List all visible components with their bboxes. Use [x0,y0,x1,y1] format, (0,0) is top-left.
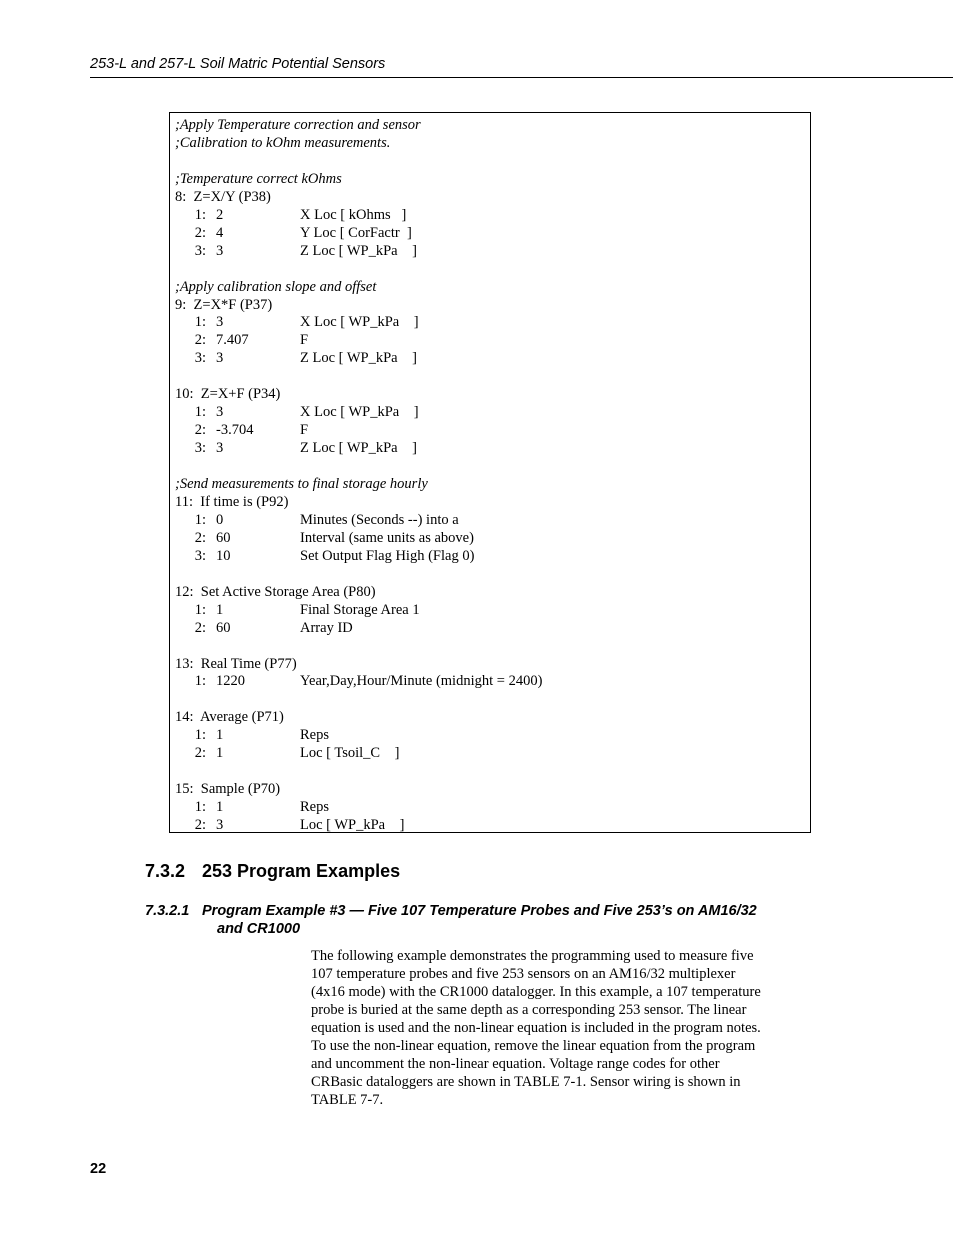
param-value: -3.704 [216,422,254,439]
param-index: 1: [194,404,206,421]
param-index: 2: [194,529,206,546]
code-instruction-line: 14: Average (P71) [175,709,284,726]
param-description: Reps [300,799,329,816]
param-description: Final Storage Area 1 [300,601,420,618]
param-description: Loc [ WP_kPa ] [300,817,405,834]
param-value: 1 [216,727,224,744]
subsection-number: 7.3.2.1 [145,903,190,919]
param-index: 1: [194,727,206,744]
param-value: 3 [216,350,224,367]
param-index: 2: [194,224,206,241]
code-comment-line: ;Temperature correct kOhms [175,170,342,187]
running-header [90,55,953,78]
param-description: F [300,332,309,349]
code-param-line [175,619,805,637]
paragraph-line: (4x16 mode) with the CR1000 datalogger. In this example, a 107 temperature [311,984,761,1000]
code-param-line [175,672,805,690]
body-paragraph [311,947,803,1109]
param-value: 7.407 [216,332,249,349]
param-index: 3: [194,547,206,564]
code-param-line [175,726,805,744]
param-description: X Loc [ WP_kPa ] [300,404,419,421]
param-value: 1 [216,601,224,618]
param-value: 3 [216,242,224,259]
param-index: 1: [194,799,206,816]
param-description: X Loc [ WP_kPa ] [300,314,419,331]
param-index: 1: [194,673,206,690]
param-description: Reps [300,727,329,744]
param-description: Year,Day,Hour/Minute (midnight = 2400) [300,673,543,690]
code-param-line [175,439,805,457]
param-value: 1 [216,799,224,816]
param-index: 2: [194,817,206,834]
param-index: 1: [194,206,206,223]
paragraph-line: TABLE 7-7. [311,1092,384,1108]
code-param-line [175,816,805,834]
param-description: Interval (same units as above) [300,529,474,546]
param-index: 2: [194,422,206,439]
code-instruction-line: 11: If time is (P92) [175,493,289,510]
param-index: 1: [194,314,206,331]
param-value: 4 [216,224,224,241]
paragraph-line: The following example demonstrates the programming used to measure five [311,948,754,964]
header-title: 253-L and 257-L Soil Matric Potential Sensors [90,56,386,72]
code-instruction-line: 10: Z=X+F (P34) [175,386,281,403]
param-index: 1: [194,601,206,618]
code-param-line [175,313,805,331]
param-description: Y Loc [ CorFactr ] [300,224,412,241]
param-index: 3: [194,350,206,367]
param-index: 1: [194,511,206,528]
param-index: 3: [194,440,206,457]
code-param-line [175,349,805,367]
section-heading [145,861,400,882]
param-value: 3 [216,817,224,834]
param-value: 3 [216,314,224,331]
param-description: Set Output Flag High (Flag 0) [300,547,475,564]
code-instruction-line: 9: Z=X*F (P37) [175,296,273,313]
code-param-line [175,798,805,816]
paragraph-line: CRBasic dataloggers are shown in TABLE 7-1. Sensor wiring is shown in [311,1074,741,1090]
param-value: 60 [216,619,231,636]
param-description: Z Loc [ WP_kPa ] [300,440,417,457]
param-description: Array ID [300,619,353,636]
page-number: 22 [90,1161,107,1177]
code-param-line [175,224,805,242]
param-index: 2: [194,745,206,762]
code-comment-line: ;Apply Temperature correction and sensor [175,117,421,133]
param-value: 10 [216,547,231,564]
code-comment-line: ;Calibration to kOhm measurements. [175,134,391,151]
param-description: Minutes (Seconds --) into a [300,511,459,528]
paragraph-line: To use the non-linear equation, remove the linear equation from the program [311,1038,756,1054]
program-listing-box [169,112,811,833]
param-index: 2: [194,332,206,349]
param-description: Z Loc [ WP_kPa ] [300,242,417,259]
param-description: F [300,422,309,439]
param-value: 3 [216,440,224,457]
paragraph-line: equation is used and the non-linear equation is included in the program notes. [311,1020,761,1036]
param-description: Loc [ Tsoil_C ] [300,745,400,762]
code-param-line [175,403,805,421]
code-param-line [175,744,805,762]
paragraph-line: and uncomment the non-linear equation. Voltage range codes for other [311,1056,720,1072]
code-instruction-line: 15: Sample (P70) [175,781,281,798]
section-title: 253 Program Examples [202,861,401,881]
param-value: 1220 [216,673,245,690]
code-param-line [175,547,805,565]
code-instruction-line: 13: Real Time (P77) [175,655,297,672]
param-index: 3: [194,242,206,259]
section-number: 7.3.2 [145,861,186,881]
code-param-line [175,421,805,439]
param-value: 0 [216,511,224,528]
param-value: 60 [216,529,231,546]
code-instruction-line: 12: Set Active Storage Area (P80) [175,583,376,600]
param-description: X Loc [ kOhms ] [300,206,407,223]
param-value: 2 [216,206,224,223]
code-param-line [175,206,805,224]
param-value: 3 [216,404,224,421]
code-param-line [175,601,805,619]
subsection-title-line-2: and CR1000 [217,921,301,937]
code-param-line [175,331,805,349]
subsection-title-line-1: Program Example #3 — Five 107 Temperature Probes and Five 253’s on AM16/32 [202,903,757,919]
code-comment-line: ;Apply calibration slope and offset [175,278,377,295]
code-comment-line: ;Send measurements to final storage hourly [175,476,428,492]
code-param-line [175,511,805,529]
param-description: Z Loc [ WP_kPa ] [300,350,417,367]
code-param-line [175,242,805,260]
code-param-line [175,529,805,547]
param-value: 1 [216,745,224,762]
paragraph-line: 107 temperature probes and five 253 sensors on an AM16/32 multiplexer [311,966,736,982]
paragraph-line: probe is buried at the same depth as a corresponding 253 sensor. The linear [311,1002,747,1018]
param-index: 2: [194,619,206,636]
code-instruction-line: 8: Z=X/Y (P38) [175,188,271,205]
